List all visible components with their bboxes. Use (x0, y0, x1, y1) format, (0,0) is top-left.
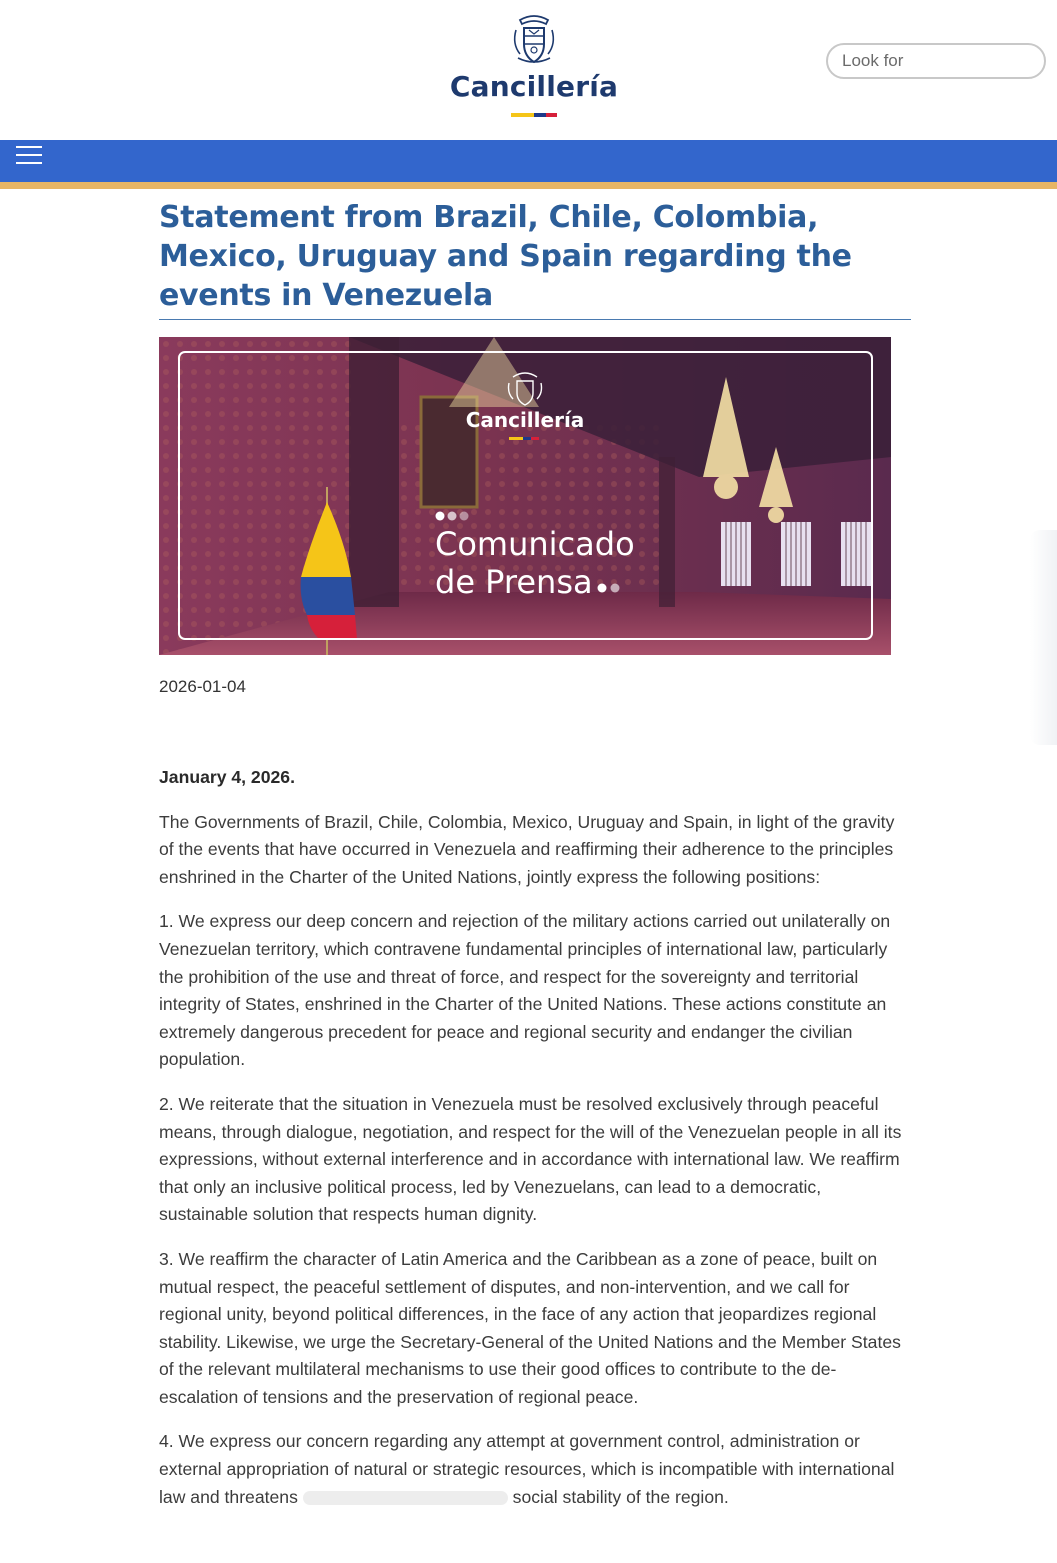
article-paragraph: The Governments of Brazil, Chile, Colombia, Mexico, Uruguay and Spain, in light of the gravity of the events that have occurred in Venezuela and reaffirming their adherence to the principles enshrined in the Charter of the United Nations, jointly express the following positions: (159, 811, 895, 887)
article-header (159, 198, 911, 320)
nav-accent-stripe (0, 182, 1057, 189)
brand-name: Cancillería (449, 70, 619, 103)
article-paragraph: 1. We express our deep concern and rejection of the military actions carried out unilaterally on Venezuelan territory, which contravene fundamental principles of international law, particularly the prohibition of the use and threat of force, and respect for the sovereignty and territorial integrity of States, enshrined in the Charter of the United Nations. These actions constitute an extremely dangerous precedent for peace and regional security and endanger the civilian population. (159, 911, 891, 1070)
banner-line-1: Comunicado (435, 525, 635, 563)
main-nav-bar (0, 140, 1057, 182)
watermark-overlay (303, 1491, 508, 1505)
paragraph-4-tail: social stability of the region. (512, 1486, 729, 1507)
banner-line-2: de Prensa (435, 563, 593, 601)
article-body (159, 764, 911, 1528)
article-paragraph (159, 1428, 911, 1511)
side-scroll-shadow (1030, 530, 1057, 745)
article-paragraph: 2. We reiterate that the situation in Venezuela must be resolved exclusively through peaceful means, through dialogue, negotiation, and respect for the will of the Venezuelan people in all its expressions, without external interference and in accordance with international law. We reaffirm that only an inclusive political process, led by Venezuelans, can lead to a democratic, sustainable solution that respects human dignity. (159, 1093, 902, 1225)
paragraph-4-text: 4. We express our concern regarding any attempt at government control, administration or external appropriation of natural or strategic resources, which is incompatible with international law and threatens (159, 1431, 895, 1507)
publish-date: 2026-01-04 (159, 677, 246, 696)
banner-brand: Cancillería (465, 408, 585, 432)
coat-of-arms-icon (510, 14, 558, 68)
article-paragraph: 3. We reaffirm the character of Latin America and the Caribbean as a zone of peace, built on mutual respect, the peaceful settlement of disputes, and non-intervention, and we call for regional unity, beyond political differences, in the face of any action that jeopardizes regional stability. Likewise, we urge the Secretary-General of the United Nations and the Member States of the relevant multilateral mechanisms to use their good offices to contribute to the de-escalation of tensions and the preservation of regional peace. (159, 1248, 901, 1407)
page-title: Statement from Brazil, Chile, Colombia, Mexico, Uruguay and Spain regarding the events in Venezuela (159, 198, 911, 320)
window-graphic (721, 522, 871, 586)
site-logo[interactable] (430, 14, 638, 124)
press-release-banner (159, 337, 891, 655)
hamburger-menu-icon[interactable] (16, 146, 42, 166)
article-dateline: January 4, 2026. (159, 767, 295, 787)
site-header (0, 0, 1057, 140)
flag-stripe (511, 113, 557, 117)
search-input[interactable] (826, 43, 1046, 79)
